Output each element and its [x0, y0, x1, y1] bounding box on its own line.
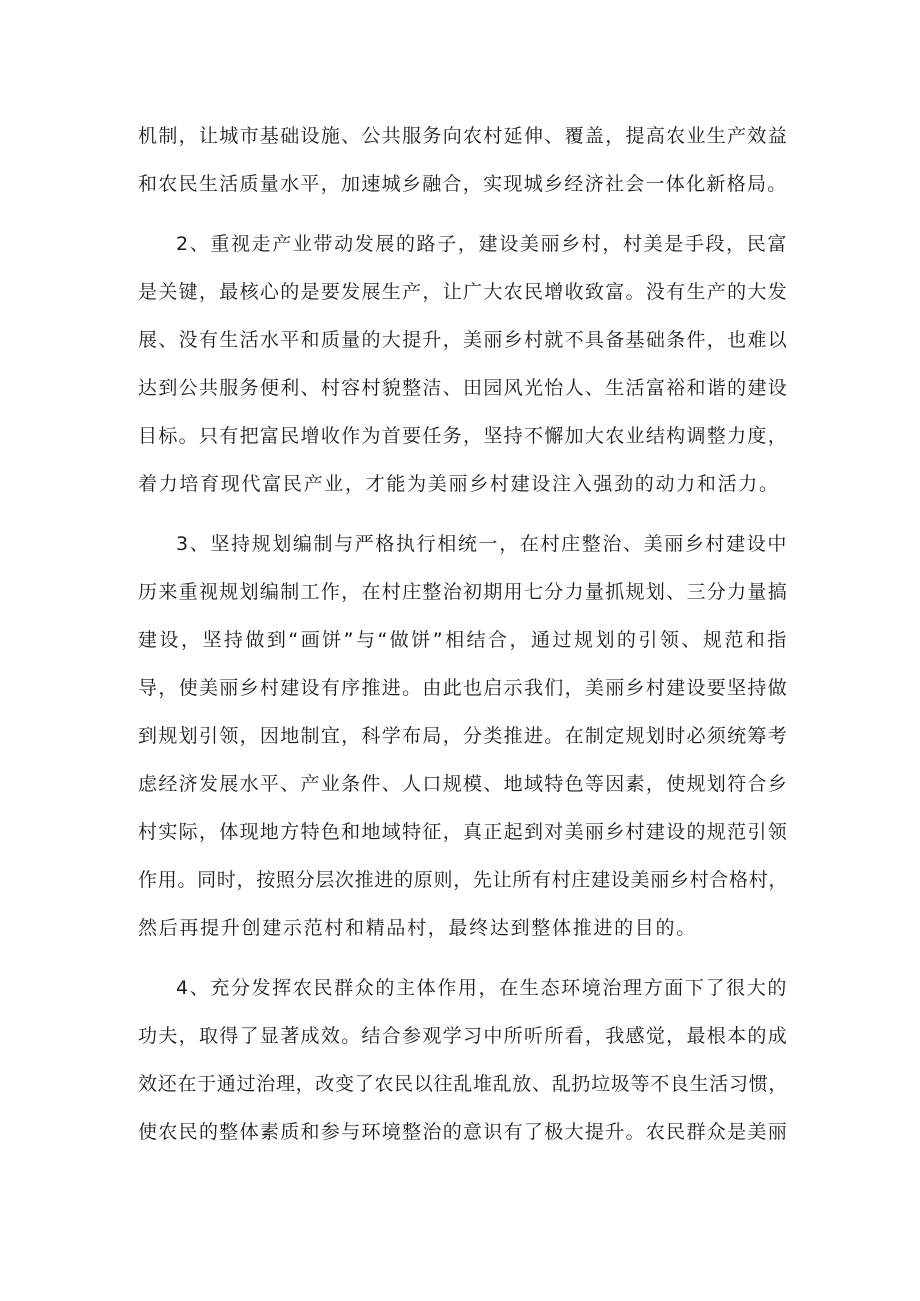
text-line: 是关键，最核心的是要发展生产，让广大农民增收致富。没有生产的大发: [138, 281, 788, 303]
text-line: 2、重视走产业带动发展的路子，建设美丽乡村，村美是手段，民富: [176, 233, 788, 255]
text-line: 然后再提升创建示范村和精品村，最终达到整体推进的目的。: [138, 917, 697, 939]
text-line: 效还在于通过治理，改变了农民以往乱堆乱放、乱扔垃圾等不良生活习惯，: [138, 1073, 789, 1095]
text-line: 建设，坚持做到“画饼”与“做饼”相结合，通过规划的引领、规范和指: [138, 629, 788, 651]
text-line: 达到公共服务便利、村容村貌整洁、田园风光怡人、生活富裕和谐的建设: [138, 377, 788, 399]
text-line: 作用。同时，按照分层次推进的原则，先让所有村庄建设美丽乡村合格村，: [138, 869, 789, 891]
text-line: 村实际，体现地方特色和地域特征，真正起到对美丽乡村建设的规范引领: [138, 821, 788, 843]
text-line: 使农民的整体素质和参与环境整治的意识有了极大提升。农民群众是美丽: [138, 1121, 788, 1143]
text-line: 展、没有生活水平和质量的大提升，美丽乡村就不具备基础条件，也难以: [138, 329, 788, 351]
text-line: 导，使美丽乡村建设有序推进。由此也启示我们，美丽乡村建设要坚持做: [138, 677, 788, 699]
text-line: 机制，让城市基础设施、公共服务向农村延伸、覆盖，提高农业生产效益: [138, 125, 788, 147]
text-line: 到规划引领，因地制宜，科学布局，分类推进。在制定规划时必须统筹考: [138, 725, 788, 747]
text-line: 4、充分发挥农民群众的主体作用，在生态环境治理方面下了很大的: [176, 977, 788, 999]
text-line: 着力培育现代富民产业，才能为美丽乡村建设注入强劲的动力和活力。: [138, 473, 780, 495]
text-line: 虑经济发展水平、产业条件、人口规模、地域特色等因素，使规划符合乡: [138, 773, 788, 795]
text-line: 历来重视规划编制工作，在村庄整治初期用七分力量抓规划、三分力量搞: [138, 581, 788, 603]
text-line: 3、坚持规划编制与严格执行相统一，在村庄整治、美丽乡村建设中: [176, 533, 788, 555]
text-line: 和农民生活质量水平，加速城乡融合，实现城乡经济社会一体化新格局。: [138, 173, 788, 195]
text-line: 功夫，取得了显著成效。结合参观学习中所听所看，我感觉，最根本的成: [138, 1025, 788, 1047]
text-line: 目标。只有把富民增收作为首要任务，坚持不懈加大农业结构调整力度，: [138, 425, 788, 447]
